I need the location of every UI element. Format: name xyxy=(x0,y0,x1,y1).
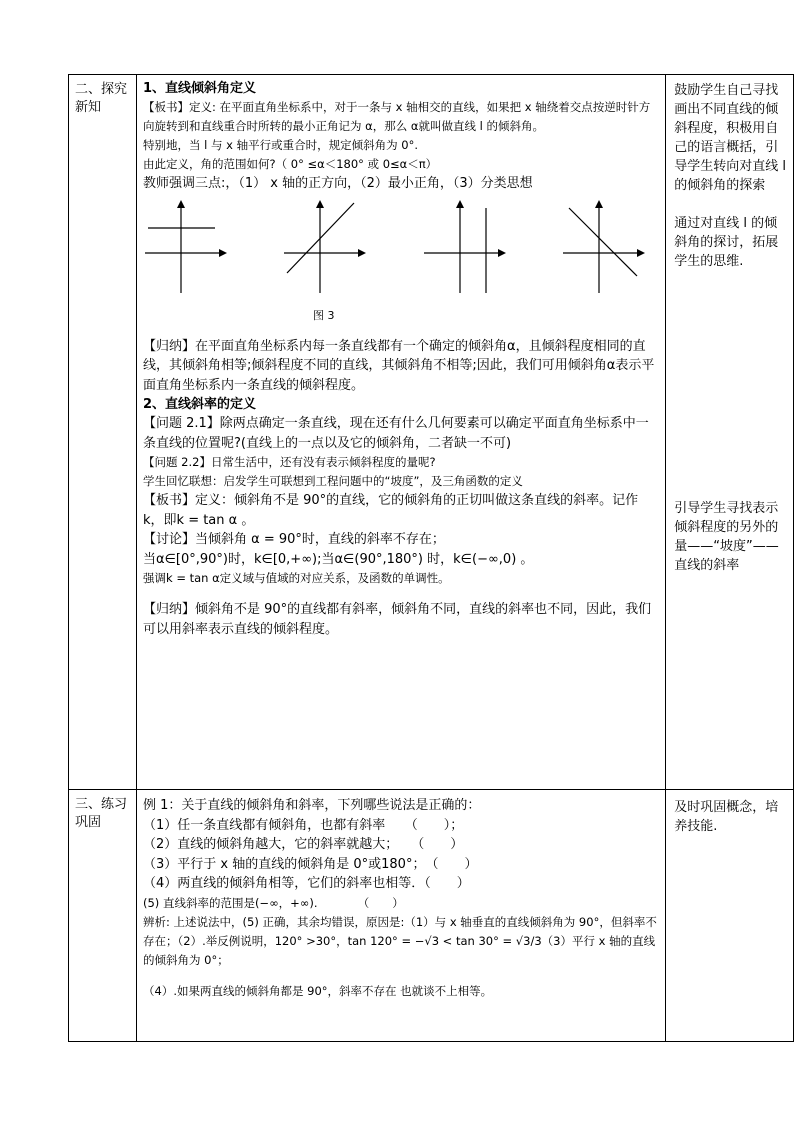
para-emphasize: 强调k = tan α定义域与值域的对应关系，及函数的单调性。 xyxy=(143,571,450,585)
heading-1: 1、直线倾斜角定义 xyxy=(143,81,257,96)
axis-figure-horizontal xyxy=(143,198,233,298)
para-ranges: 当α∈[0°,90°)时，k∈[0,+∞);当α∈(90°,180°) 时，k∈(−∞,0) 。 xyxy=(143,551,534,567)
para-summary-1: 【归纳】在平面直角坐标系内每一条直线都有一个确定的倾斜角α，且倾斜程度相同的直线，其倾斜角相等;倾斜程度不同的直线，其倾斜角不相等;因此，我们可用倾斜角α表示平面直角坐标系内一条直线的倾斜程度。 xyxy=(143,338,655,393)
figure-caption: 图 3 xyxy=(313,308,335,322)
label-cell xyxy=(69,75,137,790)
heading-2: 2、直线斜率的定义 xyxy=(143,397,257,412)
note-slope: 引导学生寻找表示倾斜程度的另外的量——“坡度”——直线的斜率 xyxy=(674,501,779,573)
row-explore xyxy=(69,75,794,790)
para-question-2-1: 【问题 2.1】除两点确定一条直线，现在还有什么几何要素可以确定平面直角坐标系中一条直线的位置呢?(直线上的一点以及它的倾斜角，二者缺一不可) xyxy=(143,416,649,451)
axis-figure-acute xyxy=(282,198,372,298)
note-encourage: 鼓励学生自己寻找画出不同直线的倾斜程度，积极用自己的语言概括，引导学生转向对直线 l 的倾斜角的探索 xyxy=(674,83,786,193)
content-cell xyxy=(137,75,666,790)
para-emphasis: 教师强调三点:，（1） x 轴的正方向，（2）最小正角，（3）分类思想 xyxy=(143,176,533,191)
label-cell xyxy=(69,790,137,1042)
practice-content xyxy=(137,790,665,1001)
notes-cell xyxy=(666,790,794,1042)
para-recall: 学生回忆联想：启发学生可联想到工程问题中的“坡度”，及三角函数的定义 xyxy=(143,474,523,488)
statement-2: （2）直线的倾斜角越大，它的斜率就越大； （ ） xyxy=(143,837,464,852)
statement-3: （3）平行于 x 轴的直线的倾斜角是 0°或180°； （ ） xyxy=(143,856,478,872)
axis-figure-vertical xyxy=(422,198,512,298)
practice-notes xyxy=(666,790,793,836)
lesson-table xyxy=(68,74,794,1042)
explore-notes xyxy=(666,75,793,575)
notes-cell xyxy=(666,75,794,790)
section-label: 三、练习巩固 xyxy=(75,797,128,830)
figure-3 xyxy=(143,194,659,298)
example-question: 例 1：关于直线的倾斜角和斜率，下列哪些说法是正确的： xyxy=(143,798,481,813)
para-summary-2: 【归纳】倾斜角不是 90°的直线都有斜率，倾斜角不同，直线的斜率也不同，因此，我们可以用斜率表示直线的倾斜程度。 xyxy=(143,602,652,637)
explore-content xyxy=(137,75,665,639)
statement-5: (5) 直线斜率的范围是(−∞，+∞). （ ） xyxy=(143,895,404,910)
para-special: 特别地，当 l 与 x 轴平行或重合时，规定倾斜角为 0°. xyxy=(143,138,418,152)
row-practice xyxy=(69,790,794,1042)
statement-4: （4）两直线的倾斜角相等，它们的斜率也相等．（ ） xyxy=(143,876,470,891)
para-discussion: 【讨论】当倾斜角 α = 90°时，直线的斜率不存在； xyxy=(143,532,445,547)
note-expand: 通过对直线 l 的倾斜角的探讨，拓展学生的思维. xyxy=(674,216,779,269)
section-label: 二、探究新知 xyxy=(75,82,128,115)
para-question-2-2: 【问题 2.2】日常生活中，还有没有表示倾斜程度的量呢? xyxy=(143,455,436,469)
analysis-4: （4）.如果两直线的倾斜角都是 90°，斜率不存在 也就谈不上相等。 xyxy=(143,983,493,998)
note-consolidate: 及时巩固概念，培养技能. xyxy=(674,800,779,834)
analysis: 辨析: 上述说法中，(5) 正确，其余均错误，原因是:（1）与 x 轴垂直的直线倾斜角为 90°，但斜率不存在；（2）.举反例说明，120° >30°，tan 120° = −√3 < tan 30° = √3/3（3）平行 x 轴的直线的倾斜角为 0°； xyxy=(143,914,657,967)
para-slope-definition: 【板书】定义：倾斜角不是 90°的直线，它的倾斜角的正切叫做这条直线的斜率。记作 k，即k = tan α 。 xyxy=(143,493,639,528)
content-cell xyxy=(137,790,666,1042)
axis-figure-obtuse xyxy=(561,198,651,298)
statement-1: （1）任一条直线都有倾斜角，也都有斜率 （ ）； xyxy=(143,817,464,833)
para-range: 由此定义，角的范围如何?（ 0° ≤α＜180° 或 0≤α＜π） xyxy=(143,157,438,171)
para-definition: 【板书】定义: 在平面直角坐标系中，对于一条与 x 轴相交的直线，如果把 x 轴绕着交点按逆时针方向旋转到和直线重合时所转的最小正角记为 α，那么 α就叫做直线 l 的倾斜角。 xyxy=(143,100,651,133)
